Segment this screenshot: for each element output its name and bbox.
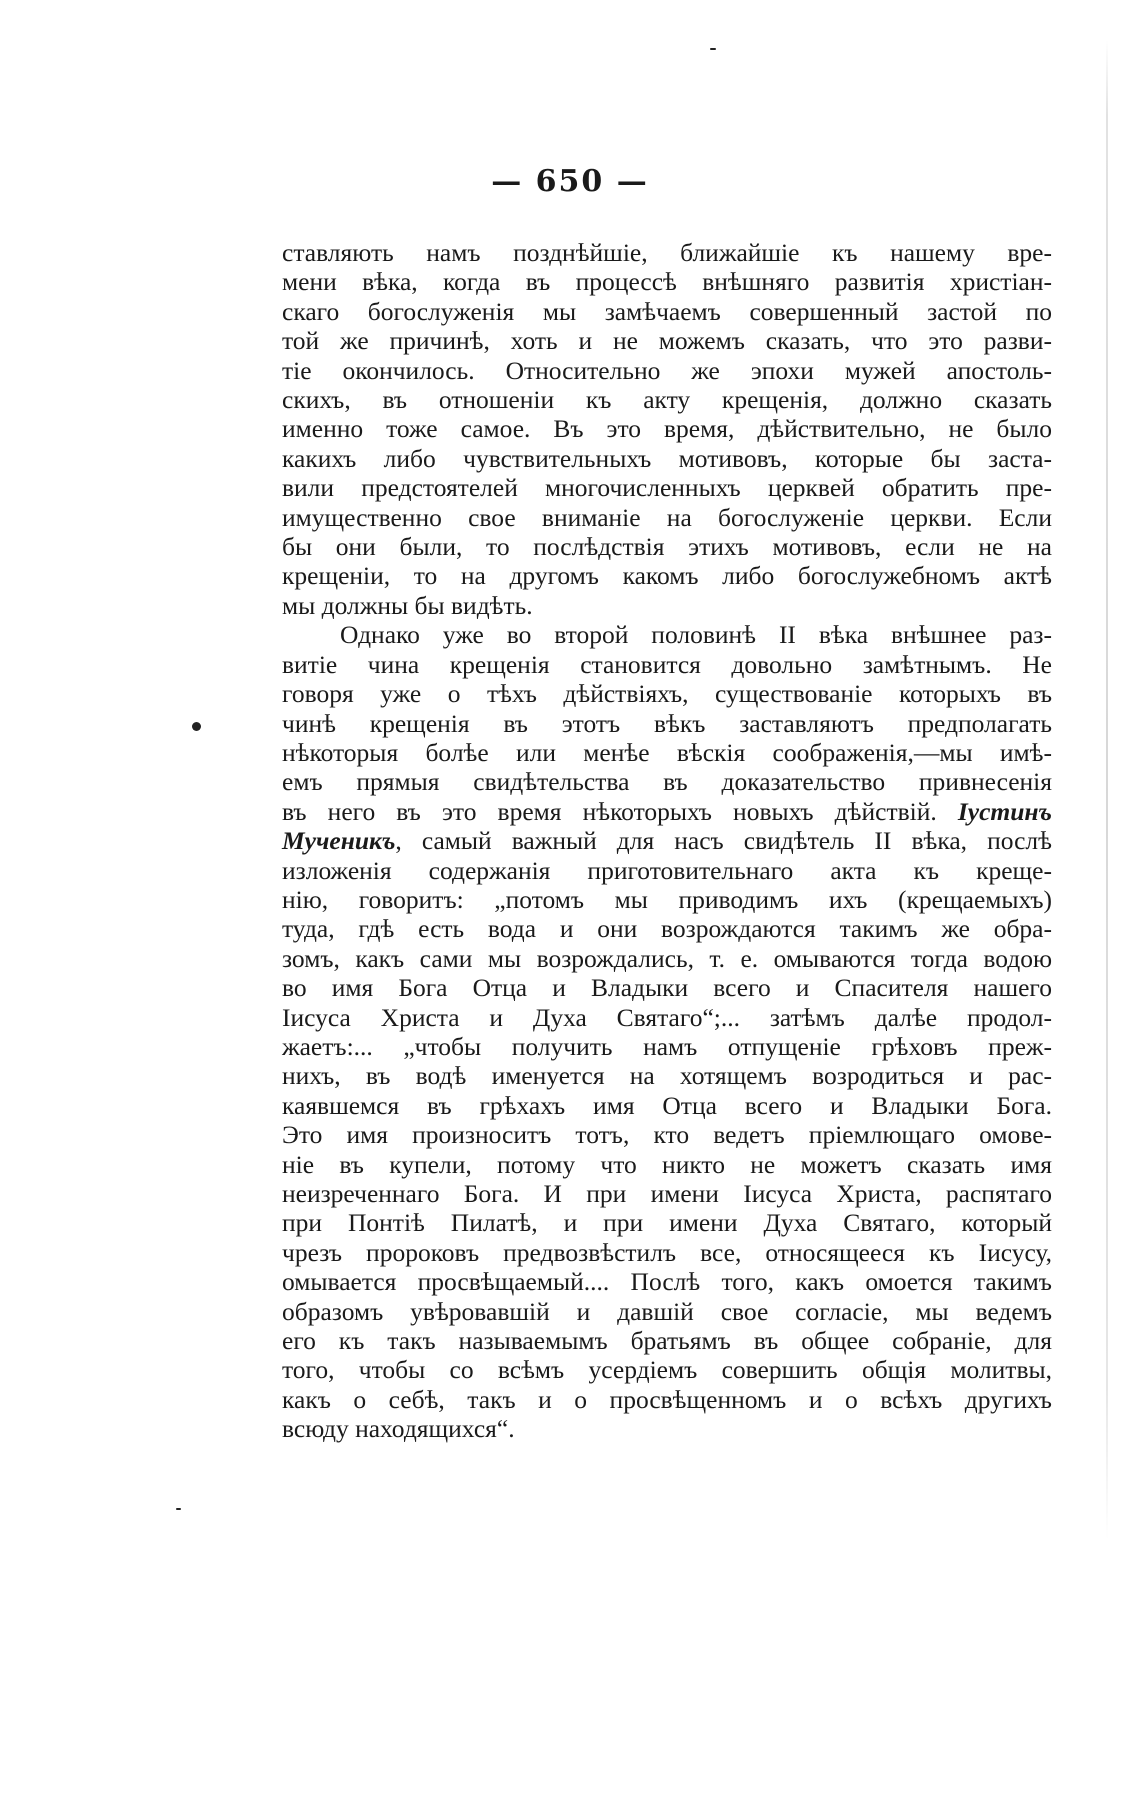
text-line: Это имя произноситъ тотъ, кто ведетъ пріемлющаго омове- <box>282 1120 1052 1150</box>
text-line: нихъ, въ водѣ именуется на хотящемъ возродиться и рас- <box>282 1061 1052 1091</box>
text-line: туда, гдѣ есть вода и они возрождаются такимъ же обра- <box>282 914 1052 944</box>
text-line: въ него въ это время нѣкоторыхъ новыхъ дѣйствій. Іустинъ <box>282 796 1052 826</box>
body-text <box>282 238 1052 1444</box>
text-line: Іисуса Христа и Духа Святаго“;... затѣмъ далѣе продол- <box>282 1002 1052 1032</box>
text-line: нію, говоритъ: „потомъ мы приводимъ ихъ (крещаемыхъ) <box>282 884 1052 914</box>
page-edge-shadow <box>1106 40 1108 1540</box>
text-line: ніе въ купели, потому что никто не можетъ сказать имя <box>282 1149 1052 1179</box>
text-line: бы они были, то послѣдствія этихъ мотивовъ, если не на <box>282 532 1052 562</box>
text-line: той же причинѣ, хоть и не можемъ сказать, что это разви- <box>282 326 1052 356</box>
text-line: мени вѣка, когда въ процессѣ внѣшняго развитія христіан- <box>282 267 1052 297</box>
text-line: скаго богослуженія мы замѣчаемъ совершенный застой по <box>282 296 1052 326</box>
text-line: чинѣ крещенія въ этотъ вѣкъ заставляютъ предполагать <box>282 708 1052 738</box>
text-line: зомъ, какъ сами мы возрождались, т. е. омываются тогда водою <box>282 943 1052 973</box>
stray-ink-mark <box>710 48 716 50</box>
text-line: всюду находящихся“. <box>282 1414 515 1444</box>
text-line: жаетъ:... „чтобы получить намъ отпущеніе грѣховъ преж- <box>282 1031 1052 1061</box>
text-line: имущественно свое вниманіе на богослуженіе церкви. Если <box>282 502 1052 532</box>
text-line: омывается просвѣщаемый.... Послѣ того, какъ омоется такимъ <box>282 1267 1052 1297</box>
text-line: какихъ либо чувствительныхъ мотивовъ, которые бы заста- <box>282 443 1052 473</box>
text-line: изложенія содержанія приготовительнаго акта къ креще- <box>282 855 1052 885</box>
text-line: какъ о себѣ, такъ и о просвѣщенномъ и о всѣхъ другихъ <box>282 1384 1052 1414</box>
text-line: именно тоже самое. Въ это время, дѣйствительно, не было <box>282 414 1052 444</box>
text-line: говоря уже о тѣхъ дѣйствіяхъ, существованіе которыхъ въ <box>282 679 1052 709</box>
text-line: мы должны бы видѣть. <box>282 590 533 620</box>
page-number: — 650 — <box>491 164 649 199</box>
text-line: крещеніи, то на другомъ какомъ либо богослужебномъ актѣ <box>282 561 1052 591</box>
italic-name: Іустинъ <box>957 796 1052 826</box>
text-line: тіе окончилось. Относительно же эпохи мужей апостоль- <box>282 355 1052 385</box>
paragraph-1 <box>282 238 1052 620</box>
text-line: вили предстоятелей многочисленныхъ церквей обратить пре- <box>282 473 1052 503</box>
text-line: витіе чина крещенія становится довольно замѣтнымъ. Не <box>282 649 1052 679</box>
stray-ink-dot <box>192 722 201 731</box>
text-line: Однако уже во второй половинѣ II вѣка внѣшнее раз- <box>340 620 1052 650</box>
text-line: нѣкоторыя болѣе или менѣе вѣскія соображенія,—мы имѣ- <box>282 737 1052 767</box>
text-line: чрезъ пророковъ предвозвѣстилъ все, относящееся къ Іисусу, <box>282 1237 1052 1267</box>
text-line: Мученикъ, самый важный для насъ свидѣтель II вѣка, послѣ <box>282 826 1052 856</box>
text-line: емъ прямыя свидѣтельства въ доказательство привнесенія <box>282 767 1052 797</box>
text-line: того, чтобы со всѣмъ усердіемъ совершить общія молитвы, <box>282 1355 1052 1385</box>
text-line: его къ такъ называемымъ братьямъ въ общее собраніе, для <box>282 1326 1052 1356</box>
text-line: образомъ увѣровавшій и давшій свое согласіе, мы ведемъ <box>282 1296 1052 1326</box>
text-line: при Понтіѣ Пилатѣ, и при имени Духа Святаго, который <box>282 1208 1052 1238</box>
paragraph-2 <box>282 620 1052 1443</box>
text-line: неизреченнаго Бога. И при имени Іисуса Христа, распятаго <box>282 1179 1052 1208</box>
text-line: ставляють намъ позднѣйшіе, ближайшіе къ нашему вре- <box>282 238 1052 267</box>
stray-ink-mark <box>176 1508 181 1510</box>
text-line: каявшемся въ грѣхахъ имя Отца всего и Владыки Бога. <box>282 1090 1052 1120</box>
text-line: скихъ, въ отношеніи къ акту крещенія, должно сказать <box>282 385 1052 415</box>
text-line: во имя Бога Отца и Владыки всего и Спасителя нашего <box>282 973 1052 1003</box>
